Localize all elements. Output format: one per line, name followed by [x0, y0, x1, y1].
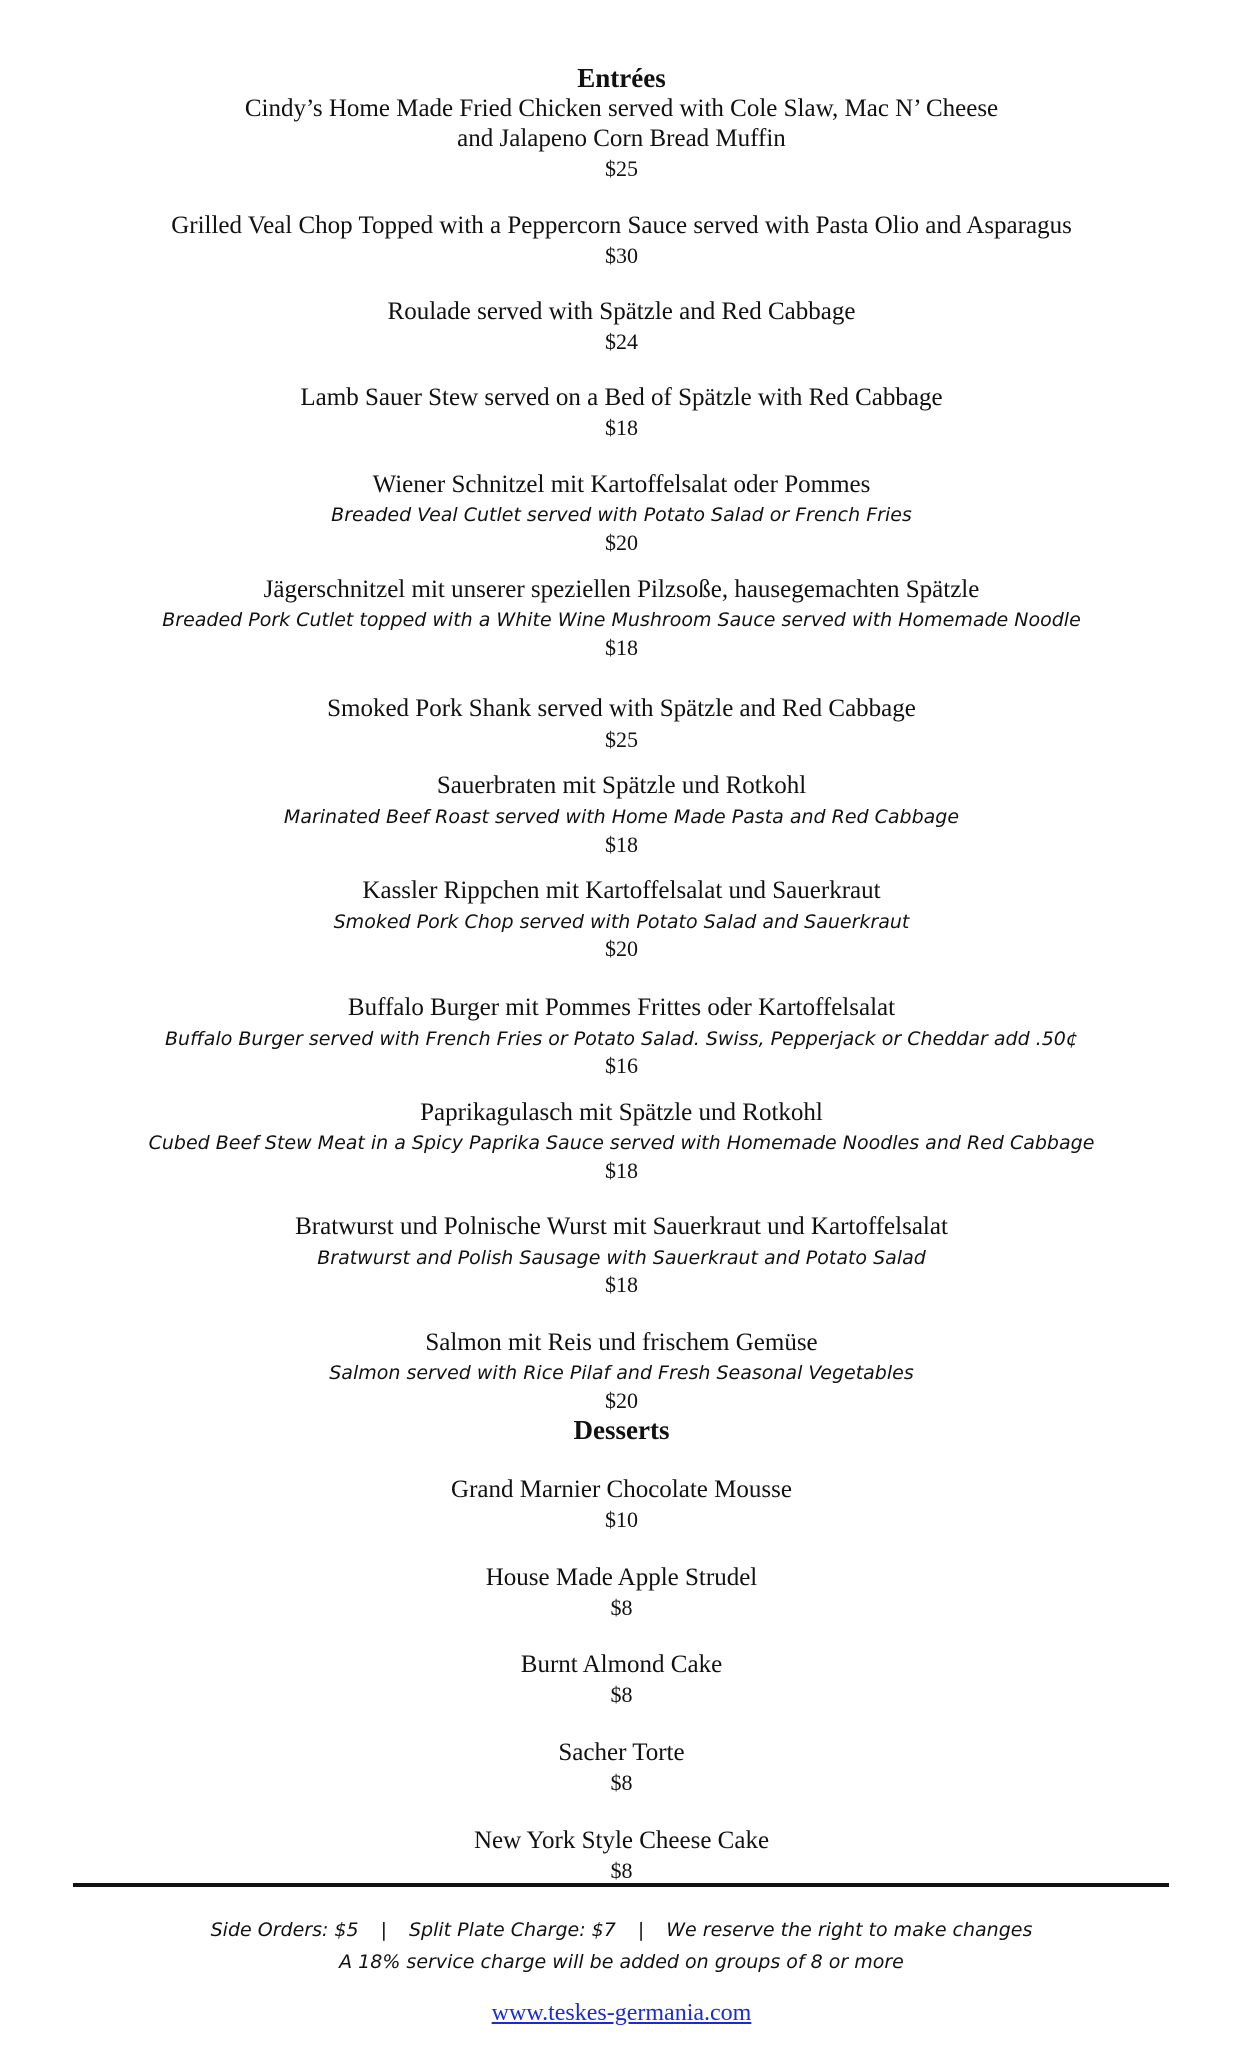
entree-name: Salmon mit Reis und frischem Gemüse — [425, 1329, 818, 1356]
dessert-name: Burnt Almond Cake — [520, 1651, 723, 1678]
entree-price: $20 — [605, 936, 638, 961]
entree-description: Bratwurst and Polish Sausage with Sauerkraut and Potato Salad — [317, 1247, 926, 1269]
entree-name: Roulade served with Spätzle and Red Cabbage — [387, 298, 856, 325]
entree-name: Jägerschnitzel mit unserer speziellen Pilzsoße, hausegemachten Spätzle — [263, 576, 980, 603]
entree-price: $25 — [605, 727, 638, 752]
dessert-name: New York Style Cheese Cake — [473, 1827, 770, 1854]
entree-price: $24 — [605, 329, 638, 354]
entree-price: $18 — [605, 1272, 638, 1297]
entree-name: Paprikagulasch mit Spätzle und Rotkohl — [420, 1099, 823, 1126]
side-orders-note: Side Orders: $5 — [210, 1919, 359, 1941]
footer-divider — [73, 1883, 1169, 1887]
entree-name: Kassler Rippchen mit Kartoffelsalat und Sauerkraut — [362, 877, 881, 904]
entree-price: $20 — [605, 1388, 638, 1413]
entree-description: Breaded Pork Cutlet topped with a White Wine Mushroom Sauce served with Homemade Noodle — [162, 609, 1081, 631]
entree-name: Sauerbraten mit Spätzle und Rotkohl — [436, 772, 807, 799]
dessert-price: $8 — [610, 1858, 633, 1883]
entree-name: Bratwurst und Polnische Wurst mit Sauerkraut und Kartoffelsalat — [295, 1213, 948, 1240]
footer-separator: | — [637, 1919, 645, 1941]
dessert-price: $10 — [605, 1507, 638, 1532]
split-plate-note: Split Plate Charge: $7 — [409, 1919, 616, 1941]
entree-name: Smoked Pork Shank served with Spätzle and Red Cabbage — [327, 695, 916, 722]
footer-separator: | — [380, 1919, 387, 1941]
website-link[interactable]: www.teskes-germania.com — [491, 2000, 752, 2026]
entree-description: Smoked Pork Chop served with Potato Salad and Sauerkraut — [333, 911, 910, 933]
footer-notes — [0, 1918, 1243, 1942]
entree-description: Marinated Beef Roast served with Home Made Pasta and Red Cabbage — [283, 806, 960, 828]
entree-name-continued: and Jalapeno Corn Bread Muffin — [457, 125, 786, 152]
entree-name: Lamb Sauer Stew served on a Bed of Spätzle with Red Cabbage — [300, 384, 943, 411]
dessert-price: $8 — [610, 1682, 633, 1707]
service-charge-note: A 18% service charge will be added on groups of 8 or more — [339, 1951, 904, 1973]
entrees-heading: Entrées — [577, 63, 666, 93]
entree-price: $18 — [605, 415, 638, 440]
dessert-price: $8 — [610, 1770, 633, 1795]
reserve-rights-note: We reserve the right to make changes — [666, 1919, 1033, 1941]
entree-price: $20 — [605, 530, 638, 555]
website-line — [0, 1999, 1243, 2027]
entree-name: Cindy’s Home Made Fried Chicken served with Cole Slaw, Mac N’ Cheese — [244, 95, 999, 122]
entree-description: Breaded Veal Cutlet served with Potato Salad or French Fries — [331, 504, 912, 526]
entree-price: $30 — [605, 243, 638, 268]
entree-price: $25 — [605, 156, 638, 181]
dessert-price: $8 — [610, 1595, 633, 1620]
dessert-name: Grand Marnier Chocolate Mousse — [451, 1476, 792, 1503]
entree-price: $18 — [605, 635, 638, 660]
entree-name: Buffalo Burger mit Pommes Frittes oder Kartoffelsalat — [347, 994, 896, 1021]
dessert-name: House Made Apple Strudel — [485, 1564, 758, 1591]
entree-name: Wiener Schnitzel mit Kartoffelsalat oder Pommes — [372, 471, 871, 498]
entree-price: $18 — [605, 832, 638, 857]
entree-name: Grilled Veal Chop Topped with a Peppercorn Sauce served with Pasta Olio and Asparagus — [171, 212, 1072, 239]
entree-description: Salmon served with Rice Pilaf and Fresh Seasonal Vegetables — [329, 1362, 914, 1384]
entree-price: $16 — [605, 1053, 638, 1078]
entree-price: $18 — [605, 1158, 638, 1183]
entree-description: Buffalo Burger served with French Fries or Potato Salad. Swiss, Pepperjack or Cheddar add .50¢ — [165, 1028, 1078, 1050]
dessert-name: Sacher Torte — [558, 1739, 685, 1766]
desserts-heading: Desserts — [573, 1415, 670, 1445]
entree-description: Cubed Beef Stew Meat in a Spicy Paprika Sauce served with Homemade Noodles and Red Cabbage — [148, 1132, 1095, 1154]
